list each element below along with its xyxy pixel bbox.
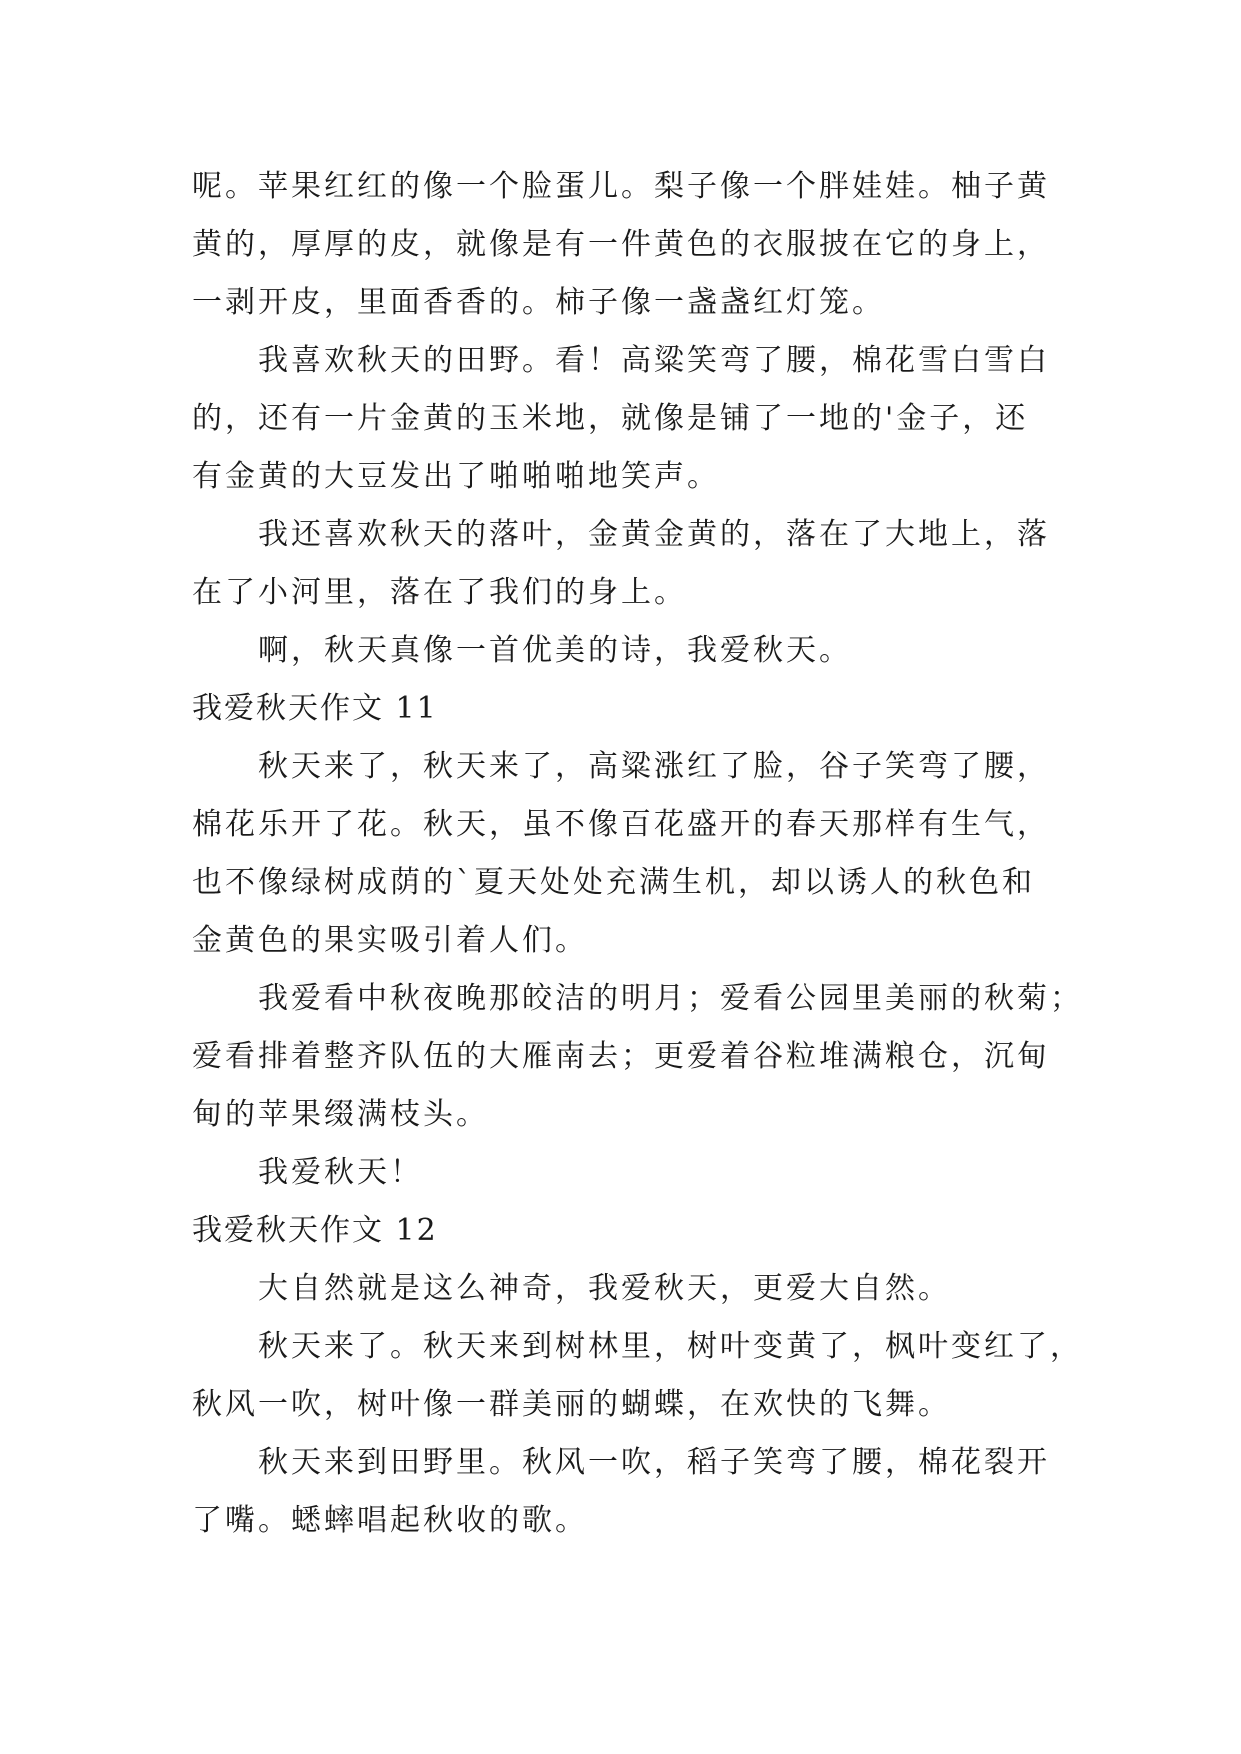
- text-line: 甸的苹果缀满枝头。: [192, 1097, 489, 1132]
- paragraph-start-line: 秋天来到田野里。秋风一吹，稻子笑弯了腰，棉花裂开: [258, 1445, 1050, 1480]
- paragraph-start-line: 我还喜欢秋天的落叶，金黄金黄的，落在了大地上，落: [258, 517, 1050, 552]
- text-line: 呢。苹果红红的像一个脸蛋儿。梨子像一个胖娃娃。柚子黄: [192, 169, 1050, 204]
- text-line: 黄的，厚厚的皮，就像是有一件黄色的衣服披在它的身上，: [192, 227, 1050, 262]
- paragraph-start-line: 啊，秋天真像一首优美的诗，我爱秋天。: [258, 633, 852, 668]
- text-line: 的，还有一片金黄的玉米地，就像是铺了一地的'金子，还: [192, 401, 1029, 436]
- text-line: 一剥开皮，里面香香的。柿子像一盏盏红灯笼。: [192, 285, 885, 320]
- text-line: 有金黄的大豆发出了啪啪啪地笑声。: [192, 459, 720, 494]
- text-line: 也不像绿树成荫的`夏天处处充满生机，却以诱人的秋色和: [192, 865, 1035, 900]
- paragraph-start-line: 我喜欢秋天的田野。看！高粱笑弯了腰，棉花雪白雪白: [258, 343, 1050, 378]
- text-line: 秋风一吹，树叶像一群美丽的蝴蝶，在欢快的飞舞。: [192, 1387, 951, 1422]
- paragraph-start-line: 我爱看中秋夜晚那皎洁的明月；爱看公园里美丽的秋菊；: [258, 981, 1083, 1016]
- section-heading: 我爱秋天作文 12: [192, 1213, 438, 1248]
- text-line: 爱看排着整齐队伍的大雁南去；更爱着谷粒堆满粮仓，沉甸: [192, 1039, 1050, 1074]
- document-page: [192, 158, 1083, 1550]
- section-heading: 我爱秋天作文 11: [192, 691, 438, 726]
- paragraph-start-line: 我爱秋天！: [258, 1155, 423, 1190]
- paragraph-start-line: 秋天来了。秋天来到树林里，树叶变黄了，枫叶变红了，: [258, 1329, 1083, 1364]
- text-line: 在了小河里，落在了我们的身上。: [192, 575, 687, 610]
- text-line: 金黄色的果实吸引着人们。: [192, 923, 588, 958]
- paragraph-start-line: 秋天来了，秋天来了，高粱涨红了脸，谷子笑弯了腰，: [258, 749, 1050, 784]
- text-line: 了嘴。蟋蟀唱起秋收的歌。: [192, 1503, 588, 1538]
- paragraph-start-line: 大自然就是这么神奇，我爱秋天，更爱大自然。: [258, 1271, 951, 1306]
- text-line: 棉花乐开了花。秋天，虽不像百花盛开的春天那样有生气，: [192, 807, 1050, 842]
